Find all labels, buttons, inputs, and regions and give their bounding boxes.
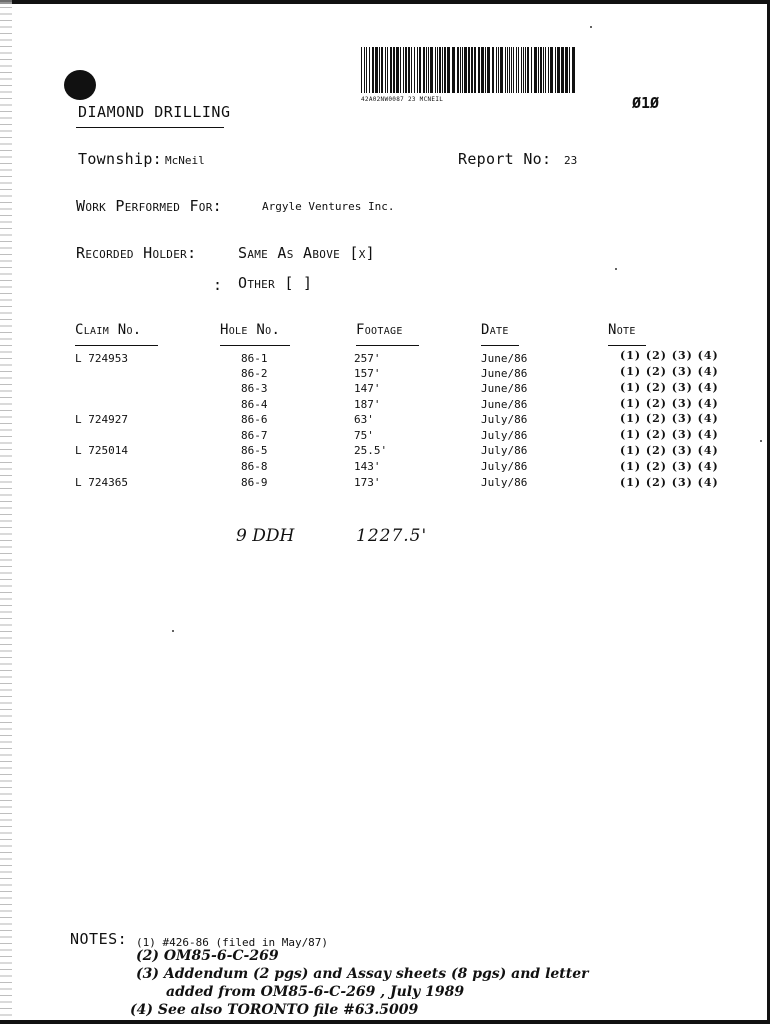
row-7-date: July/86 xyxy=(481,444,528,457)
row-8-date: July/86 xyxy=(481,460,528,473)
row-6-footage: 75' xyxy=(354,429,374,442)
township-value: McNeil xyxy=(165,154,205,167)
township-label: Township: xyxy=(78,150,162,168)
punch-hole xyxy=(64,70,96,100)
row-5-claim: L 724927 xyxy=(75,413,128,426)
row-7-claim: L 725014 xyxy=(75,444,128,457)
row-2-note: (1) (2) (3) (4) xyxy=(620,365,719,378)
scan-speck xyxy=(172,630,174,632)
row-7-footage: 25.5' xyxy=(354,444,388,457)
col-rule-date xyxy=(481,345,519,346)
row-5-footage: 63' xyxy=(354,413,374,426)
barcode xyxy=(361,47,578,93)
row-4-date: June/86 xyxy=(481,398,528,411)
row-8-hole: 86-8 xyxy=(241,460,268,473)
recorded-holder-label: Recorded Holder: xyxy=(76,244,197,262)
barcode-caption: 42A02NW0087 23 MCNEIL xyxy=(361,96,444,103)
col-header-hole: Hole No. xyxy=(220,322,281,338)
row-5-hole: 86-6 xyxy=(241,413,268,426)
total-footage-handwritten: 1227.5' xyxy=(356,526,428,546)
row-5-date: July/86 xyxy=(481,413,528,426)
row-1-note: (1) (2) (3) (4) xyxy=(620,349,719,362)
document-code: Ø1Ø xyxy=(632,94,660,112)
row-1-claim: L 724953 xyxy=(75,352,128,365)
note-4: (4) See also TORONTO file #63.5009 xyxy=(130,1002,419,1018)
row-1-date: June/86 xyxy=(481,352,528,365)
row-6-hole: 86-7 xyxy=(241,429,268,442)
row-4-footage: 187' xyxy=(354,398,381,411)
row-6-note: (1) (2) (3) (4) xyxy=(620,428,719,441)
holder-other-option: Other [ ] xyxy=(238,274,313,292)
col-rule-hole xyxy=(220,345,290,346)
work-performed-value: Argyle Ventures Inc. xyxy=(262,200,395,213)
scan-edge-left xyxy=(0,0,12,1024)
notes-label: NOTES: xyxy=(70,930,128,948)
holder-colon: : xyxy=(213,276,223,294)
scan-edge-top xyxy=(0,0,770,4)
row-3-footage: 147' xyxy=(354,382,381,395)
report-no-value: 23 xyxy=(564,154,578,167)
col-header-claim: Claim No. xyxy=(75,322,142,338)
col-rule-note xyxy=(608,345,646,346)
col-header-footage: Footage xyxy=(356,322,403,338)
report-no-label: Report No: xyxy=(458,150,552,168)
row-9-date: July/86 xyxy=(481,476,528,489)
note-3-line-2: added from OM85-6-C-269 , July 1989 xyxy=(166,984,465,1000)
holder-same-option: Same As Above [x] xyxy=(238,244,375,262)
note-3-line-1: (3) Addendum (2 pgs) and Assay sheets (8 pgs) and letter xyxy=(136,966,589,982)
note-1: (1) #426-86 (filed in May/87) xyxy=(136,936,329,949)
row-3-note: (1) (2) (3) (4) xyxy=(620,381,719,394)
col-rule-footage xyxy=(356,345,419,346)
row-9-note: (1) (2) (3) (4) xyxy=(620,476,719,489)
row-7-hole: 86-5 xyxy=(241,444,268,457)
scan-speck xyxy=(760,440,762,442)
scan-speck xyxy=(615,268,617,270)
row-4-note: (1) (2) (3) (4) xyxy=(620,397,719,410)
row-1-hole: 86-1 xyxy=(241,352,268,365)
col-header-date: Date xyxy=(481,322,509,338)
row-9-footage: 173' xyxy=(354,476,381,489)
col-rule-claim xyxy=(75,345,158,346)
row-6-date: July/86 xyxy=(481,429,528,442)
scan-speck xyxy=(590,26,592,28)
row-8-note: (1) (2) (3) (4) xyxy=(620,460,719,473)
scan-edge-bottom xyxy=(0,1020,770,1024)
row-5-note: (1) (2) (3) (4) xyxy=(620,412,719,425)
row-4-hole: 86-4 xyxy=(241,398,268,411)
note-2: (2) OM85-6-C-269 xyxy=(136,948,279,964)
page-title: DIAMOND DRILLING xyxy=(78,103,231,121)
row-9-claim: L 724365 xyxy=(75,476,128,489)
total-holes-handwritten: 9 DDH xyxy=(236,526,295,546)
row-3-hole: 86-3 xyxy=(241,382,268,395)
work-performed-label: Work Performed For: xyxy=(76,197,222,215)
row-3-date: June/86 xyxy=(481,382,528,395)
row-9-hole: 86-9 xyxy=(241,476,268,489)
row-8-footage: 143' xyxy=(354,460,381,473)
title-underline xyxy=(76,127,224,128)
row-2-hole: 86-2 xyxy=(241,367,268,380)
row-2-footage: 157' xyxy=(354,367,381,380)
row-2-date: June/86 xyxy=(481,367,528,380)
row-1-footage: 257' xyxy=(354,352,381,365)
col-header-note: Note xyxy=(608,322,636,338)
row-7-note: (1) (2) (3) (4) xyxy=(620,444,719,457)
